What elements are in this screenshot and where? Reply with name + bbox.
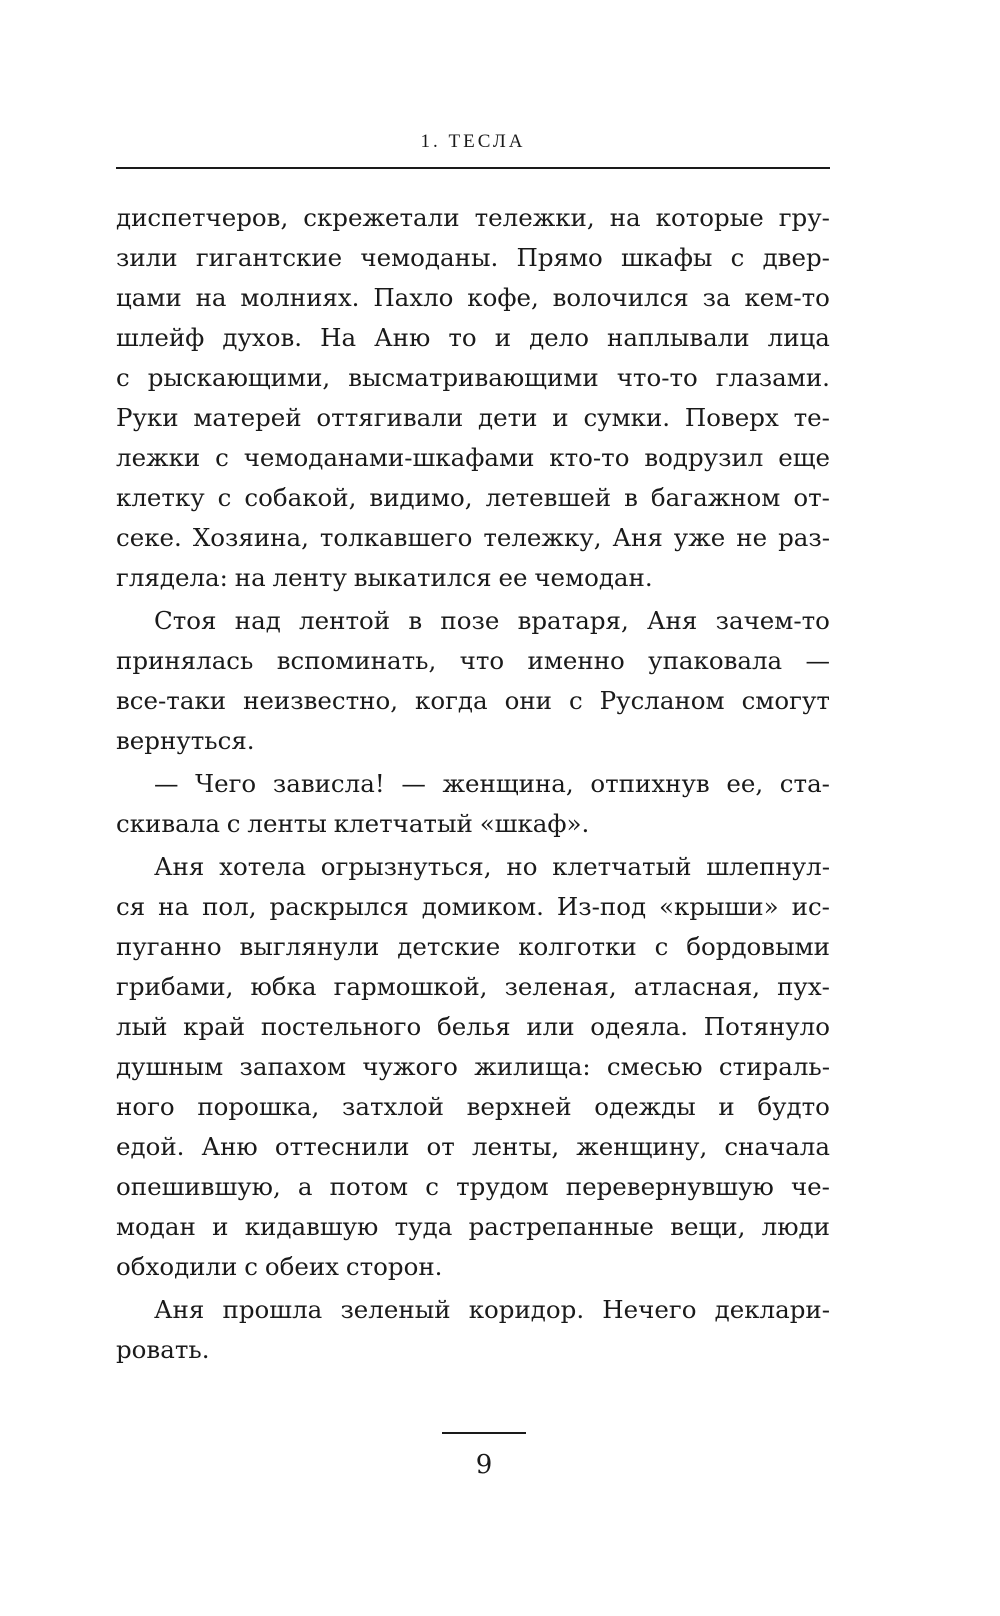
text-line: скивала с ленты клетчатый «шкаф». bbox=[116, 809, 590, 838]
text-line: модан и кидавшую туда растрепанные вещи, люди bbox=[116, 1212, 830, 1241]
text-line: принялась вспоминать, что именно упаковала — bbox=[116, 646, 830, 675]
header-rule bbox=[116, 167, 830, 169]
text-line: — Чего зависла! — женщина, отпихнув ее, ста- bbox=[154, 769, 830, 798]
text-line: душным запахом чужого жилища: смесью стираль- bbox=[116, 1052, 830, 1081]
text-line: грибами, юбка гармошкой, зеленая, атласная, пух- bbox=[116, 972, 830, 1001]
text-line: глядела: на ленту выкатился ее чемодан. bbox=[116, 563, 653, 592]
text-line: ного порошка, затхлой верхней одежды и будто bbox=[116, 1092, 830, 1121]
text-line: Аня прошла зеленый коридор. Нечего деклари- bbox=[154, 1295, 830, 1324]
text-line: зили гигантские чемоданы. Прямо шкафы с двер- bbox=[116, 243, 830, 272]
text-line: вернуться. bbox=[116, 726, 255, 755]
text-line: лый край постельного белья или одеяла. Потянуло bbox=[116, 1012, 830, 1041]
text-line: Руки матерей оттягивали дети и сумки. Поверх те- bbox=[116, 403, 830, 432]
running-head: 1. ТЕСЛА bbox=[420, 131, 526, 152]
page-number: 9 bbox=[475, 1450, 493, 1480]
text-line: Аня хотела огрызнуться, но клетчатый шлепнул- bbox=[154, 852, 830, 881]
paragraph bbox=[116, 198, 830, 598]
body-text bbox=[116, 198, 830, 1370]
paragraph bbox=[116, 847, 830, 1287]
text-line: ся на пол, раскрылся домиком. Из-под «крыши» ис- bbox=[116, 892, 830, 921]
text-line: диспетчеров, скрежетали тележки, на которые гру- bbox=[116, 203, 830, 232]
text-line: ровать. bbox=[116, 1335, 210, 1364]
text-line: лежки с чемоданами-шкафами кто-то водрузил еще bbox=[116, 443, 830, 472]
text-line: с рыскающими, высматривающими что-то глазами. bbox=[116, 363, 830, 392]
text-line: клетку с собакой, видимо, летевшей в багажном от- bbox=[116, 483, 830, 512]
text-line: обходили с обеих сторон. bbox=[116, 1252, 443, 1281]
text-line: пуганно выглянули детские колготки с бордовыми bbox=[116, 932, 830, 961]
text-line: опешившую, а потом с трудом перевернувшую че- bbox=[116, 1172, 830, 1201]
folio-rule bbox=[442, 1432, 526, 1434]
text-line: Стоя над лентой в позе вратаря, Аня зачем-то bbox=[154, 606, 830, 635]
paragraph bbox=[116, 1290, 830, 1370]
paragraph bbox=[116, 764, 830, 844]
text-line: цами на молниях. Пахло кофе, волочился за кем-то bbox=[116, 283, 830, 312]
text-line: секе. Хозяина, толкавшего тележку, Аня уже не раз- bbox=[116, 523, 830, 552]
text-line: все-таки неизвестно, когда они с Русланом смогут bbox=[116, 686, 830, 715]
text-line: едой. Аню оттеснили от ленты, женщину, сначала bbox=[116, 1132, 830, 1161]
text-line: шлейф духов. На Аню то и дело наплывали лица bbox=[116, 323, 830, 352]
paragraph bbox=[116, 601, 830, 761]
